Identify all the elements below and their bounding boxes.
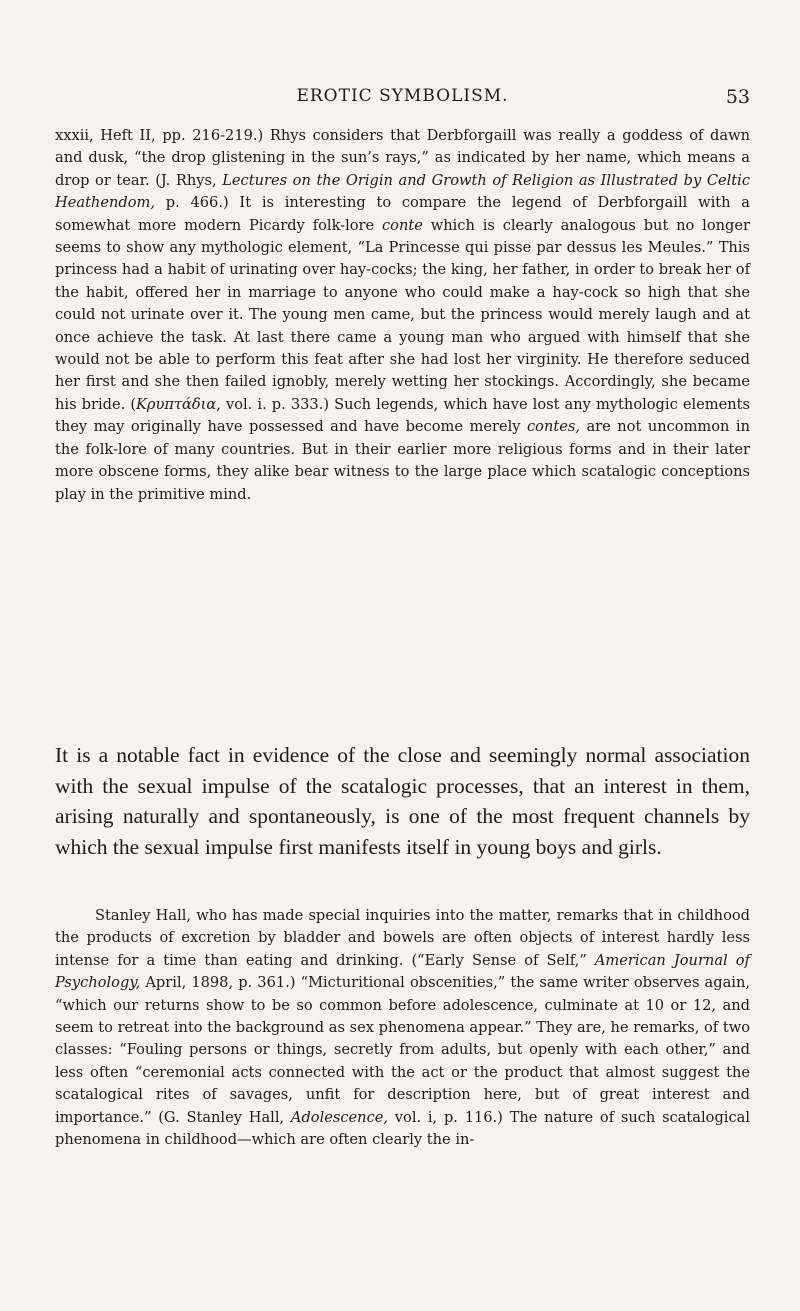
paragraph-text: April, 1898, p. 361.) “Micturitional obscenities,” the same writer observes again, “which our returns show to be so common before adolescence, culminate at 10 or 12, and seem to retreat into the background as sex phenomena appear.” They are, he remarks, of two classes: “Fouling persons or things, secretly from adults, but openly with each other,” and less often “ceremonial acts connected with the act or the product that almost suggest the scatalogical rites of savages, unfit for description here, but of great interest and importance.” (G. Stanley Hall, <box>55 974 750 1126</box>
paragraph-text: which is clearly analogous but no longer seems to show any mythologic element, “La Princesse qui pisse par dessus les Meules.” This princess had a habit of urinating over hay-cocks; the king, her father, in order to break her of the habit, offered her in marriage to anyone who could make a hay-cock so high that she could not urinate over it. The young men came, but the princess would merely laugh and at once achieve the task. At last there came a young man who argued with himself that she would not be able to perform this feat after she had lost her virginity. He therefore seduced her first and she then failed ignobly, merely wetting her stockings. Accordingly, she became his bride. ( <box>55 216 750 413</box>
paragraph-text: xxxii, Heft II, pp. 216-219.) Rhys considers that Derbforgaill was really a goddess of dawn and dusk, “the drop glistening in the sun’s rays,” as indicated by her name, which means a drop or tear. (J. Rhys, <box>55 127 750 189</box>
italic-term: contes, <box>526 418 580 436</box>
paragraph-derbforgaill <box>55 125 750 506</box>
citation-title: Lectures on the Origin and Growth of Religion as Illustrated by Celtic Heathendom, <box>55 171 750 212</box>
running-head <box>55 86 750 108</box>
citation-title: American Journal of Psychology, <box>55 951 750 992</box>
paragraph-text: p. 466.) It is interesting to compare the legend of Derbforgaill with a somewhat more modern Picardy folk-lore <box>55 194 750 234</box>
paragraph-text: vol. i, p. 116.) The nature of such scatalogical phenomena in childhood—which are often clearly the in- <box>55 1108 751 1149</box>
paragraph-main-thesis: It is a notable fact in evidence of the close and seemingly normal association with the sexual impulse of the scatalogic processes, that an interest in them, arising naturally and spontaneously, is one of the most frequent channels by which the sexual impulse first manifests itself in young boys and girls. <box>55 743 750 859</box>
running-title: EROTIC SYMBOLISM. <box>296 86 509 106</box>
paragraph-text: Stanley Hall, who has made special inquiries into the matter, remarks that in childhood the products of excretion by bladder and bowels are often objects of interest hardly less intense for a time than eating and drinking. (“Early Sense of Self,” <box>55 907 750 969</box>
paragraph-text: vol. i. p. 333.) Such legends, which have lost any mythologic elements they may originally have possessed and have become merely <box>55 395 750 436</box>
citation-title: Adolescence, <box>290 1108 389 1126</box>
paragraph-stanley-hall <box>55 905 750 1151</box>
italic-term: conte <box>382 216 423 234</box>
page-number: 53 <box>725 86 750 108</box>
citation-title: Κρυπτάδια, <box>136 395 221 413</box>
paragraph-text: are not uncommon in the folk-lore of many countries. But in their earlier more religious forms and in their later more obscene forms, they alike bear witness to the large place which scatalogic conceptions play in the primitive mind. <box>55 418 750 503</box>
